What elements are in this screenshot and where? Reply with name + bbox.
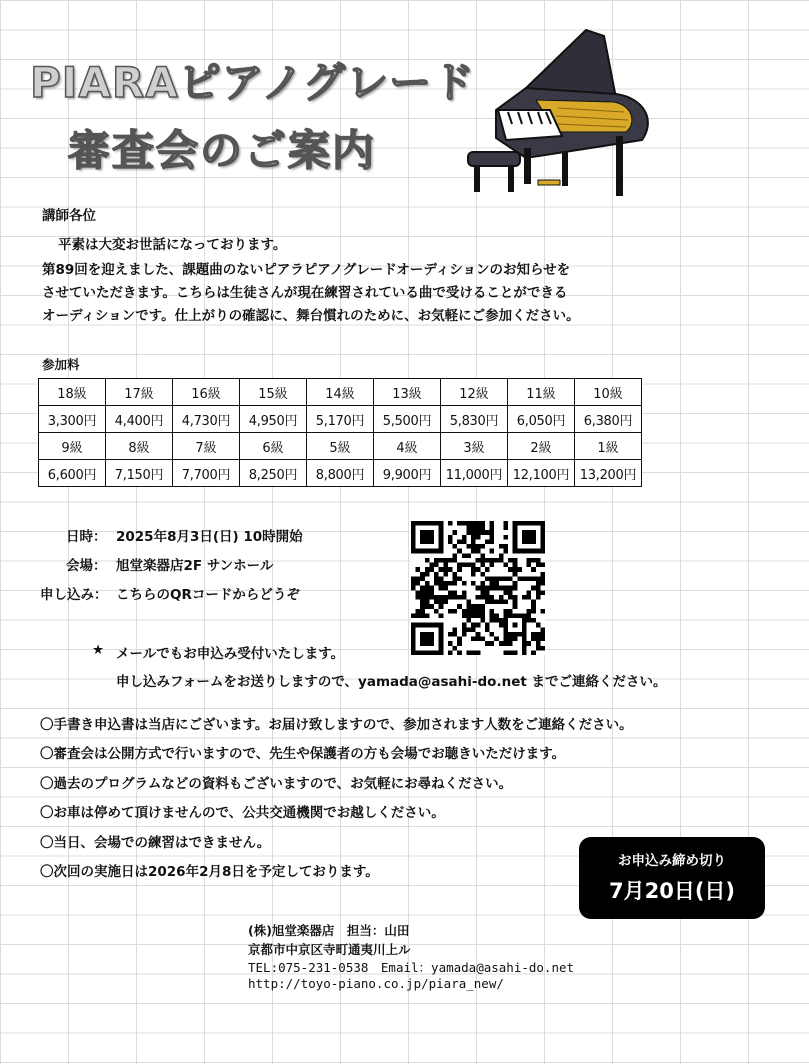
contact-company: (株)旭堂楽器店 担当：山田: [248, 923, 410, 938]
grade-cell: 7級: [173, 433, 240, 460]
fee-grade-row: [39, 433, 642, 460]
price-cell: 12,100円: [508, 460, 575, 487]
note-item: 〇お車は停めて頂けませんので、公共交通機関でお越しください。: [40, 805, 445, 821]
date-value: 2025年8月3日(日) 10時開始: [116, 529, 303, 545]
grade-cell: 18級: [39, 379, 106, 406]
price-cell: 13,200円: [575, 460, 642, 487]
price-cell: 4,950円: [240, 406, 307, 433]
apply-label: 申し込み：: [40, 587, 108, 603]
note-item: 〇当日、会場での練習はできません。: [40, 835, 271, 851]
greeting-line-1: 平素は大変お世話になっております。: [58, 237, 287, 253]
venue-label: 会場：: [66, 558, 107, 574]
fee-grade-row: [39, 379, 642, 406]
contact-phone-email: TEL:075-231-0538 Email：yamada@asahi-do.net: [248, 960, 575, 975]
grade-cell: 14級: [307, 379, 374, 406]
apply-value: こちらのQRコードからどうぞ: [116, 587, 300, 603]
price-cell: 5,500円: [374, 406, 441, 433]
price-cell: 5,170円: [307, 406, 374, 433]
grade-cell: 4級: [374, 433, 441, 460]
grade-cell: 10級: [575, 379, 642, 406]
price-cell: 4,730円: [173, 406, 240, 433]
note-item: 〇次回の実施日は2026年2月8日を予定しております。: [40, 864, 379, 880]
contact-address: 京都市中京区寺町通夷川上ル: [248, 942, 411, 957]
grade-cell: 1級: [575, 433, 642, 460]
grade-cell: 2級: [508, 433, 575, 460]
deadline-box: [579, 837, 765, 919]
greeting-line-2: 第89回を迎えました、課題曲のないピアラピアノグレードオーディションのお知らせを: [42, 262, 571, 278]
price-cell: 4,400円: [106, 406, 173, 433]
greeting-line-3: させていただきます。こちらは生徒さんが現在練習されている曲で受けることができる: [42, 285, 568, 301]
note-item: 〇審査会は公開方式で行いますので、先生や保護者の方も会場でお聴きいただけます。: [40, 746, 566, 762]
email-note-line-2: 申し込みフォームをお送りしますので、yamada@asahi-do.net までご連絡ください。: [116, 674, 667, 690]
fee-price-row: [39, 406, 642, 433]
grade-cell: 11級: [508, 379, 575, 406]
price-cell: 11,000円: [441, 460, 508, 487]
price-cell: 6,380円: [575, 406, 642, 433]
grade-cell: 12級: [441, 379, 508, 406]
deadline-date: 7月20日(日): [608, 879, 736, 903]
fee-price-row: [39, 460, 642, 487]
greeting-line-4: オーディションです。仕上がりの確認に、舞台慣れのために、お気軽にご参加ください。: [42, 308, 580, 324]
grade-cell: 3級: [441, 433, 508, 460]
grade-cell: 5級: [307, 433, 374, 460]
price-cell: 8,800円: [307, 460, 374, 487]
grade-cell: 13級: [374, 379, 441, 406]
price-cell: 6,600円: [39, 460, 106, 487]
grade-cell: 16級: [173, 379, 240, 406]
venue-value: 旭堂楽器店2F サンホール: [116, 558, 274, 574]
price-cell: 9,900円: [374, 460, 441, 487]
price-cell: 3,300円: [39, 406, 106, 433]
grade-cell: 8級: [106, 433, 173, 460]
price-cell: 7,700円: [173, 460, 240, 487]
qr-code-icon[interactable]: [411, 521, 545, 655]
grade-cell: 6級: [240, 433, 307, 460]
star-mark: ★: [92, 642, 105, 658]
grade-cell: 15級: [240, 379, 307, 406]
fee-table: [38, 378, 642, 487]
note-item: 〇過去のプログラムなどの資料もございますので、お気軽にお尋ねください。: [40, 776, 513, 792]
price-cell: 5,830円: [441, 406, 508, 433]
email-note-line-1: メールでもお申込み受付いたします。: [116, 646, 345, 662]
price-cell: 8,250円: [240, 460, 307, 487]
fees-label: 参加料: [42, 357, 80, 372]
contact-url[interactable]: http://toyo-piano.co.jp/piara_new/: [248, 976, 504, 991]
grade-cell: 17級: [106, 379, 173, 406]
price-cell: 6,050円: [508, 406, 575, 433]
date-label: 日時：: [66, 529, 107, 545]
note-item: 〇手書き申込書は当店にございます。お届け致しますので、参加されます人数をご連絡ください。: [40, 717, 633, 733]
price-cell: 7,150円: [106, 460, 173, 487]
grade-cell: 9級: [39, 433, 106, 460]
deadline-label: お申込み締め切り: [618, 853, 726, 869]
addressee: 講師各位: [42, 208, 96, 224]
title-line-2: 審査会のご案内: [68, 126, 377, 175]
title-line-1: PIARAピアノグレード: [30, 58, 476, 107]
grand-piano-icon: [466, 28, 666, 198]
